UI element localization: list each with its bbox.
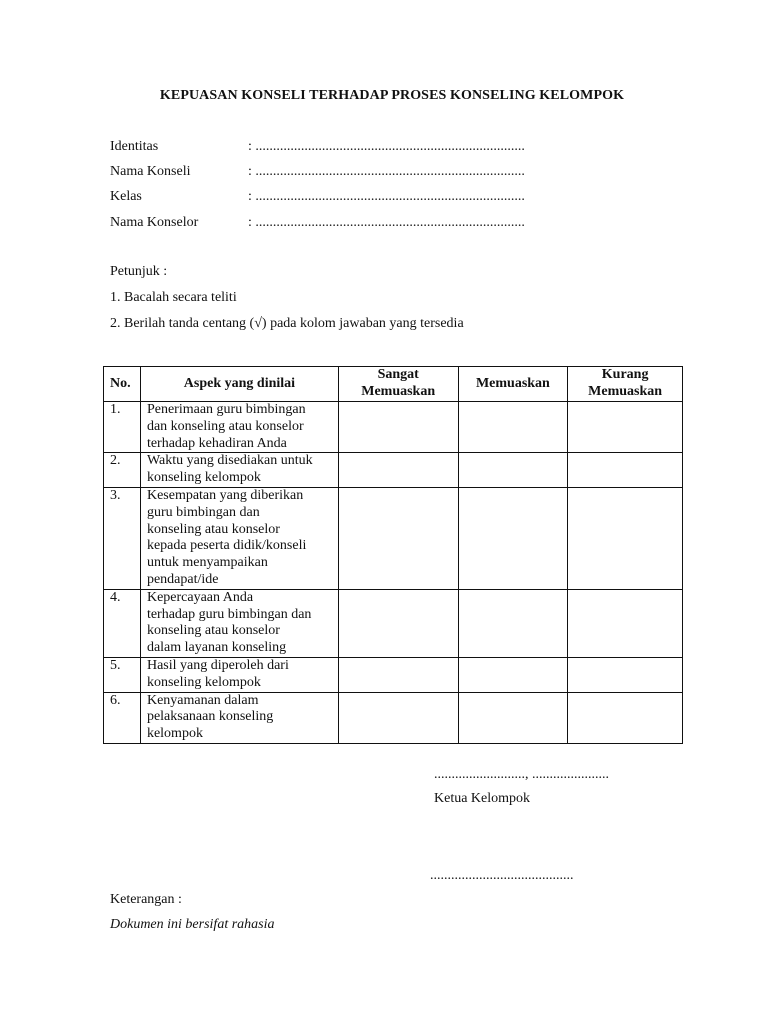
satisfaction-table [103, 366, 683, 744]
identity-value: : ............................................................................. [248, 215, 525, 230]
identity-value: : ............................................................................. [248, 189, 525, 204]
row-number: 6. [104, 692, 141, 743]
signature-name-line: ......................................... [430, 868, 574, 883]
aspek-line: dalam layanan konseling [146, 640, 287, 656]
answer-cell-sangat-memuaskan[interactable] [338, 589, 458, 657]
identity-row-nama-konseli [110, 164, 670, 182]
row-number: 3. [104, 487, 141, 589]
table-row [104, 453, 683, 488]
answer-cell-kurang-memuaskan[interactable] [568, 487, 683, 589]
row-number: 2. [104, 453, 141, 488]
aspek-line: Kenyamanan dalam [146, 692, 259, 708]
header-line: Kurang [601, 367, 649, 383]
note-text: Dokumen ini bersifat rahasia [110, 917, 275, 932]
instructions-heading: Petunjuk : [110, 264, 168, 279]
header-aspek: Aspek yang dinilai [140, 367, 338, 402]
signature-role: Ketua Kelompok [434, 791, 531, 806]
header-kurang-memuaskan [568, 367, 683, 402]
answer-cell-kurang-memuaskan[interactable] [568, 657, 683, 692]
table-row [104, 487, 683, 589]
header-no: No. [104, 367, 141, 402]
aspek-line: dan konseling atau konselor [146, 418, 304, 434]
table-row [104, 589, 683, 657]
note-heading: Keterangan : [110, 892, 182, 907]
table-row [104, 692, 683, 743]
row-number: 1. [104, 402, 141, 453]
aspek-line: konseling atau konselor [146, 521, 280, 537]
identity-row-nama-konselor [110, 215, 670, 233]
aspek-line: terhadap guru bimbingan dan [146, 606, 312, 622]
answer-cell-memuaskan[interactable] [458, 402, 568, 453]
aspek-line: pendapat/ide [146, 571, 219, 587]
aspek-line: Penerimaan guru bimbingan [146, 402, 306, 417]
aspek-line: terhadap kehadiran Anda [146, 435, 287, 451]
instruction-item-1: 1. Bacalah secara teliti [110, 290, 237, 305]
header-memuaskan: Memuaskan [458, 367, 568, 402]
aspek-line: Kepercayaan Anda [146, 589, 254, 605]
header-sangat-memuaskan [338, 367, 458, 402]
aspek-line: kepada peserta didik/konseli [146, 538, 307, 554]
identity-label: Kelas [110, 189, 142, 204]
row-number: 5. [104, 657, 141, 692]
identity-value: : ............................................................................. [248, 164, 525, 179]
identity-row-kelas [110, 189, 670, 207]
table-row [104, 402, 683, 453]
document-title: KEPUASAN KONSELI TERHADAP PROSES KONSELING KELOMPOK [159, 88, 625, 103]
identity-label: Nama Konselor [110, 215, 199, 230]
row-aspek [140, 589, 338, 657]
answer-cell-memuaskan[interactable] [458, 589, 568, 657]
aspek-line: konseling kelompok [146, 674, 261, 690]
answer-cell-kurang-memuaskan[interactable] [568, 692, 683, 743]
answer-cell-memuaskan[interactable] [458, 657, 568, 692]
aspek-line: guru bimbingan dan [146, 504, 260, 520]
header-line: Memuaskan [588, 384, 663, 399]
answer-cell-memuaskan[interactable] [458, 487, 568, 589]
header-line: Memuaskan [361, 384, 436, 399]
row-aspek [140, 453, 338, 488]
aspek-line: untuk menyampaikan [146, 555, 268, 571]
aspek-line: pelaksanaan konseling [146, 709, 274, 725]
signature-place-date: .........................., ...................... [434, 767, 609, 782]
answer-cell-kurang-memuaskan[interactable] [568, 453, 683, 488]
aspek-line: konseling kelompok [146, 470, 261, 486]
answer-cell-kurang-memuaskan[interactable] [568, 589, 683, 657]
row-aspek [140, 657, 338, 692]
row-aspek [140, 487, 338, 589]
answer-cell-sangat-memuaskan[interactable] [338, 657, 458, 692]
answer-cell-sangat-memuaskan[interactable] [338, 402, 458, 453]
identity-value: : ............................................................................. [248, 139, 525, 154]
instruction-item-2: 2. Berilah tanda centang (√) pada kolom jawaban yang tersedia [110, 316, 464, 331]
identity-label: Identitas [110, 139, 159, 154]
header-line: Sangat [377, 367, 419, 383]
answer-cell-sangat-memuaskan[interactable] [338, 692, 458, 743]
table-header-row [104, 367, 683, 402]
row-aspek [140, 692, 338, 743]
aspek-line: kelompok [146, 726, 203, 742]
aspek-line: Hasil yang diperoleh dari [146, 657, 289, 673]
answer-cell-kurang-memuaskan[interactable] [568, 402, 683, 453]
aspek-line: Kesempatan yang diberikan [146, 487, 304, 503]
identity-label: Nama Konseli [110, 164, 191, 179]
table-row [104, 657, 683, 692]
row-number: 4. [104, 589, 141, 657]
answer-cell-sangat-memuaskan[interactable] [338, 453, 458, 488]
aspek-line: Waktu yang disediakan untuk [146, 453, 313, 469]
aspek-line: konseling atau konselor [146, 623, 280, 639]
answer-cell-memuaskan[interactable] [458, 692, 568, 743]
answer-cell-sangat-memuaskan[interactable] [338, 487, 458, 589]
row-aspek [140, 402, 338, 453]
answer-cell-memuaskan[interactable] [458, 453, 568, 488]
identity-row-identitas [110, 139, 670, 157]
